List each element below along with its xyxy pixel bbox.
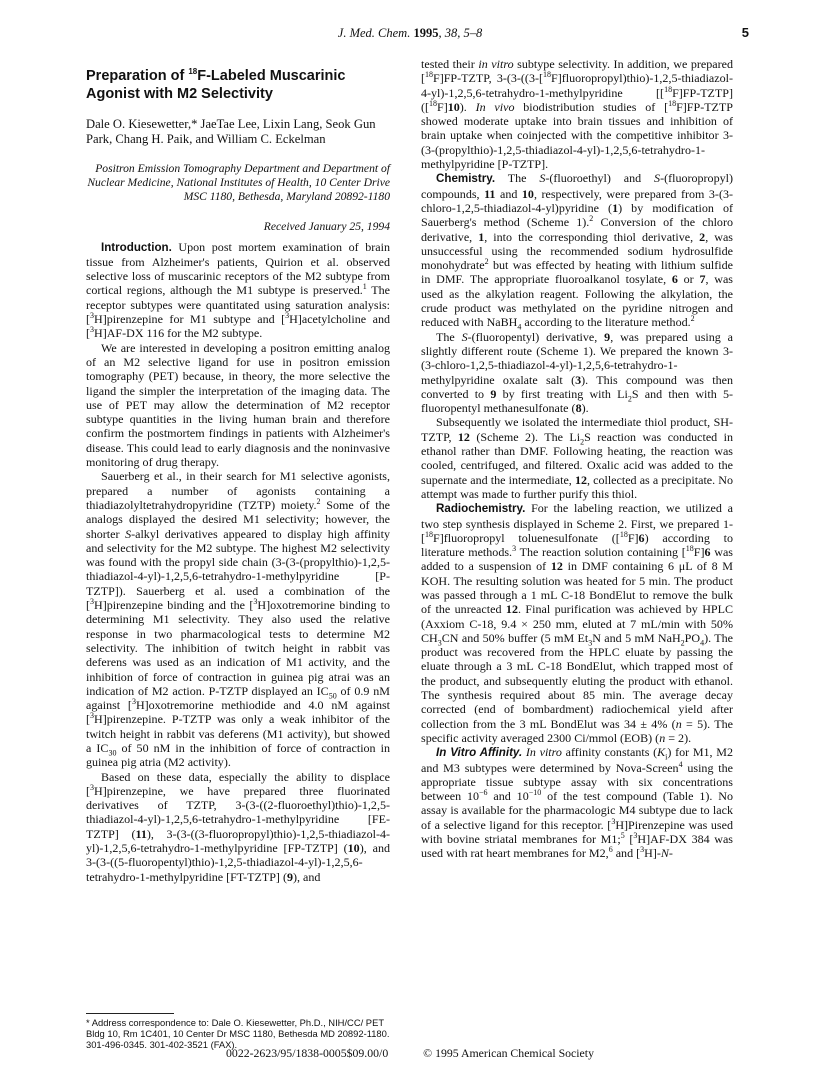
paragraph: Sauerberg et al., in their search for M1 selective agonists, prepared a number of agonists containing a thiadiazolyltetrahydropyridine (TZTP) moiety.$^2$ Some of the analogs displayed the desired M1 selectivity; however, the shorter S-alkyl derivatives appeared to display high affinity and selectivity for the M2 subtype. The highest M2 selectivity was found with the propyl side chain (3-(3-(propylthio)-1,2,5-thiadiazol-4-yl)-1,2,5,6-tetrahydro-1-methylpyridine [P-TZTP]). Sauerberg et al. used a combination of the [$^3$H]pirenzepine binding and the [$^3$H]oxotremorine binding to determining M1 selectivity. They also used the relative response in two pharmacological tests to determine M2 selectivity. The inhibition of twitch height in rabbit vas deferens was used as an indication of M1 activity, and the inhibition of force of contraction in guinea pig atrai was an indication of M2 action. P-TZTP displayed an $IC_{50}$ of 0.9 nM against [$^3$H]oxotremorine methiodide and 4.0 nM against [$^3$H]pirenzepine. P-TZTP was only a weak inhibitor of the twitch height in rabbit vas deferens (M1 activity), but showed a $IC_{30}$ of 50 nM in the inhibition of force of contraction in guinea pig atria (M2 activity). xyxy=(86,469,390,770)
section-heading-introduction: Introduction. xyxy=(101,240,172,254)
left-column xyxy=(86,60,390,884)
paragraph: In Vitro Affinity. In vitro affinity constants $(K_i)$ for M1, M2 and M3 subtypes were determined by Nova-Screen$^4$ using the appropriate tissue subtype assay with six concentrations between $10^{-6}$ and $10^{-10}$ of the test compound (Table 1). No assay is available for the pharmacologic M4 subtype due to lack of a selective ligand for this receptor. [$^3$H]Pirenzepine was used with bovine striatal membranes for M1;$^5$ [$^3$H]AF-DX 384 was used with rat heart membranes for M2,$^6$ and [$^3$H]-N- xyxy=(421,745,734,861)
page-number: 5 xyxy=(741,25,749,40)
page-footer xyxy=(0,1046,820,1061)
volume-pages: , 38, 5–8 xyxy=(438,26,483,40)
paragraph: Chemistry. The S-(fluoroethyl) and S-(fluoropropyl) compounds, 11 and 10, respectively, were prepared from 3-(3-chloro-1,2,5-thiadiazol-4-yl)pyridine (1) by modification of Sauerberg's method (Scheme 1).$^2$ Conversion of the chloro derivative, 1, into the corresponding thiol derivative, 2, was unsuccessful using the recommended sodium hydrosulfide monohydrate$^2$ but was effected by heating with lithium sulfide in DMF. The appropriate fluoroalkanol tosylate, 6 or 7, was used as the alkylation reagent. Following the alkylation, the crude product was methylated on the pyridine nitrogen and reduced with NaBH$_4$ according to the literature method.$^2$ xyxy=(421,171,733,332)
section-heading-in-vitro-affinity: In Vitro Affinity. xyxy=(436,746,523,760)
journal-year: 1995 xyxy=(413,26,439,40)
paragraph: Radiochemistry. For the labeling reaction, we utilized a two step synthesis displayed in Scheme 2. First, we prepared 1-[$^{18}$F]fluoropropyl toluenesulfonate ([$^{18}$F]6) according to literature methods.$^3$ The reaction solution containing [$^{18}$F]6 was added to a suspension of 12 in DMF containing 6 μL of 8 M KOH. The resulting solution was heated for 5 min. The product was passed through a 1 mL C-18 BondElut to remove the bulk of the unreacted 12. Final purification was achieved by HPLC (Axxiom C-18, 9.4 × 250 mm, eluted at 7 mL/min with 50% $CH_3CN$ and 50% buffer (5 mM $Et_3N$ and 5 mM $NaH_2PO_4$). The product was recovered from the HPLC eluate by passing the eluate through a 3 mL C-18 BondElut, which trapped most of the product, and subsequently eluting the product with ethanol. The synthesis required about 85 min. The average decay corrected (end of bombardment) radiochemical yield after collection from the 3 mL BondElut was 34 ± 4% (n = 5). The specific activity averaged 2300 Ci/mmol (EOB) (n = 2). xyxy=(421,501,734,745)
right-column xyxy=(421,57,733,861)
received-date: Received January 25, 1994 xyxy=(263,219,390,233)
section-heading-radiochemistry: Radiochemistry. xyxy=(436,502,526,516)
running-header xyxy=(86,26,734,41)
section-heading-chemistry: Chemistry. xyxy=(436,172,496,186)
footnote-rule xyxy=(86,1013,174,1014)
journal-code: 0022-2623/95/1838-0005$09.00/0 xyxy=(226,1046,389,1060)
journal-name: J. Med. Chem. xyxy=(337,26,411,40)
copyright: © 1995 American Chemical Society xyxy=(423,1046,594,1060)
paragraph: Introduction. Upon post mortem examination of brain tissue from Alzheimer's patients, Quirion et al. observed selective loss of muscarinic receptors of the M2 subtype from cortical regions, although the M1 subtype is preserved.$^1$ The receptor subtypes were quantitated using saturation analysis: [$^3$H]pirenzepine for M1 subtype and [$^3$H]acetylcholine and [$^3$H]AF-DX 116 for the M2 subtype. xyxy=(86,239,390,341)
author-list: Dale O. Kiesewetter,* JaeTae Lee, Lixin Lang, Seok Gun Park, Chang H. Paik, and William C. Eckelman xyxy=(86,117,376,147)
paragraph: The S-(fluoropentyl) derivative, 9, was prepared using a slightly different route (Scheme 1). We prepared the known 3-(3-chloro-1,2,5-thiadiazol-4-yl)-1,2,5,6-tetrahydro-1-methylpyridine oxalate salt (3). This compound was then converted to 9 by first treating with $Li_2S$ and then with 5-fluoropentyl methanesulfonate (8). xyxy=(421,329,733,416)
paragraph: tested their in vitro subtype selectivity. In addition, we prepared [$^{18}$F]FP-TZTP, 3-(3-((3-[$^{18}$F]fluoropropyl)thio)-1,2,5-thiadiazol-4-yl)-1,2,5,6-tetrahydro-1-methylpyridine [[$^{18}$F]FP-TZTP] ([$^{18}$F]10). In vivo biodistribution studies of [$^{18}$F]FP-TZTP showed moderate uptake into brain tissues and inhibition of brain uptake when coinjected with the competitive inhibitor 3-(3-(propylthio)-1,2,5-thiadiazol-4-yl)-1,2,5,6-tetrahydro-1-methylpyridine [P-TZTP]. xyxy=(421,57,734,172)
article-title: Preparation of $^{18}$F-Labeled Muscarinic Agonist with M2 Selectivity xyxy=(86,67,346,102)
affiliation: Positron Emission Tomography Department and Department of Nuclear Medicine, National Institutes of Health, 10 Center Drive MSC 1180, Bethesda, Maryland 20892-1180 xyxy=(87,162,390,203)
paragraph: We are interested in developing a positron emitting analog of an M2 selective ligand for use in positron emission tomography (PET) because, in theory, the more selective the ligand the simpler the interpretation of the imaging data. The use of PET may allow the determination of M2 receptor subtype quantities in the living human brain and therefore confirm the postmortem findings in patients with Alzheimer's disease. This could lead to early diagnosis and the noninvasive monitoring of drug therapy. xyxy=(86,340,390,470)
correspondence-footnote: * Address correspondence to: Dale O. Kiesewetter, Ph.D., NIH/CC/ PET Bldg 10, Rm 1C401, 10 Center Dr MSC 1180, Bethesda MD 20892-1180. 301-496-0345. 301-402-3521 (FAX). xyxy=(86,1017,390,1050)
paragraph: Subsequently we isolated the intermediate thiol product, SH-TZTP, 12 (Scheme 2). The $Li_2S$ reaction was conducted in ethanol rather than DMF. Following heating, the reaction was cooled, centrifuged, and filtered. Oxalic acid was added to the supernate and the intermediate, 12, collected as a precipitate. No attempt was made to further purify this thiol. xyxy=(421,415,734,501)
paragraph: Based on these data, especially the ability to displace [$^3$H]pirenzepine, we have prepared three fluorinated derivatives of TZTP, 3-(3-((2-fluoroethyl)thio)-1,2,5-thiadiazol-4-yl)-1,2,5,6-tetrahydro-1-methylpyridine [FE-TZTP] (11), 3-(3-((3-fluoropropyl)thio)-1,2,5-thiadiazol-4-yl)-1,2,5,6-tetrahydro-1-methylpyridine [FP-TZTP] (10), and 3-(3-((5-fluoropentyl)thio)-1,2,5-thiadiazol-4-yl)-1,2,5,6-tetrahydro-1-methylpyridine [FT-TZTP] (9), and xyxy=(86,769,391,884)
